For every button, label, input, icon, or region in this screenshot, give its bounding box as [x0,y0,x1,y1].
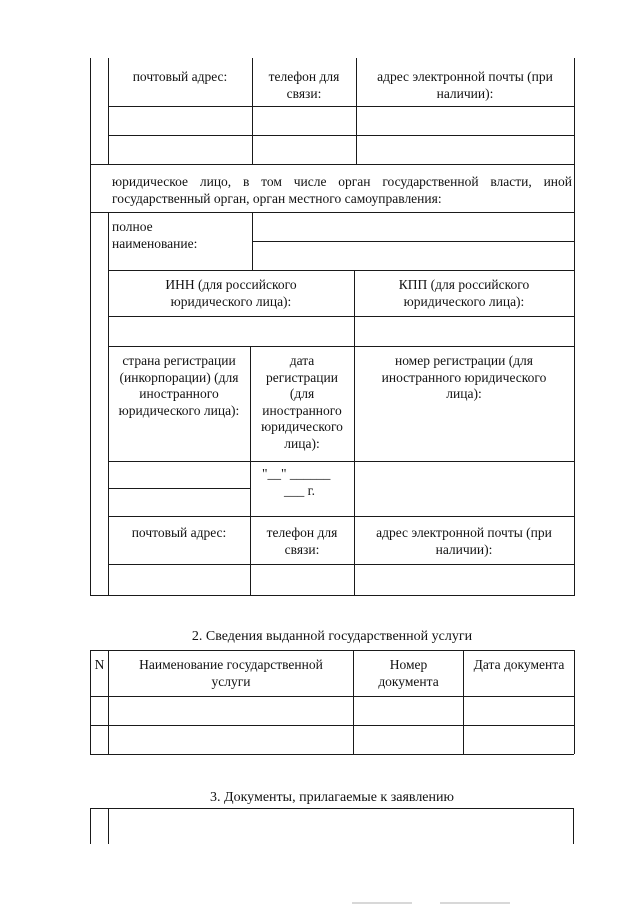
legal-email-field[interactable] [355,565,573,594]
attached-documents-field[interactable] [109,809,572,844]
phone-field[interactable] [253,107,355,134]
email-field[interactable] [357,107,573,134]
registration-date-blank[interactable]: "__" ______ ___ г. [262,466,331,498]
col-header-n: N [94,657,105,672]
legal-email-label: адрес электронной почты (при наличии): [376,525,552,557]
section-3-title: 3. Документы, прилагаемые к заявлению [210,790,454,805]
registration-number-field[interactable] [355,462,573,515]
full-name-field-line-2[interactable] [253,242,573,269]
col-header-document-number: Номер документа [378,657,439,689]
inn-field[interactable] [109,317,353,345]
col-header-document-date: Дата документа [473,657,565,672]
country-field-line-2[interactable] [109,489,249,515]
service-info-table [0,650,640,760]
phone-label: телефон для связи: [268,69,340,101]
registration-date-label: дата регистрации (для иностранного юридического лица): [261,353,343,451]
full-name-label: полное наименование: [112,219,198,251]
inn-label: ИНН (для российского юридического лица): [165,277,297,309]
section-2-title: 2. Сведения выданной государственной услуги [191,629,473,644]
table-row[interactable] [91,726,573,753]
kpp-label: КПП (для российского юридического лица): [398,277,530,309]
legal-phone-field[interactable] [251,565,353,594]
legal-phone-label: телефон для связи: [266,525,338,557]
legal-postal-address-field[interactable] [109,565,249,594]
country-of-registration-label: страна регистрации (инкорпорации) (для иностранного юридического лица): [118,353,240,418]
postal-address-field[interactable] [109,107,251,134]
legal-entity-header: юридическое лицо, в том числе орган государственной власти, иной государственный орган, орган местного самоуправления: [112,174,572,206]
attached-documents-table [0,808,640,848]
registration-number-label: номер регистрации (для иностранного юридического лица): [381,353,547,401]
scan-artifact [352,902,412,904]
postal-address-label: почтовый адрес: [132,69,228,84]
table-row[interactable] [91,697,573,724]
kpp-field[interactable] [355,317,573,345]
email-label: адрес электронной почты (при наличии): [377,69,553,101]
legal-postal-address-label: почтовый адрес: [131,525,227,540]
scan-artifact [440,902,510,904]
country-field-line-1[interactable] [109,462,249,487]
full-name-field-line-1[interactable] [253,213,573,240]
col-header-service-name: Наименование государственной услуги [139,657,323,689]
